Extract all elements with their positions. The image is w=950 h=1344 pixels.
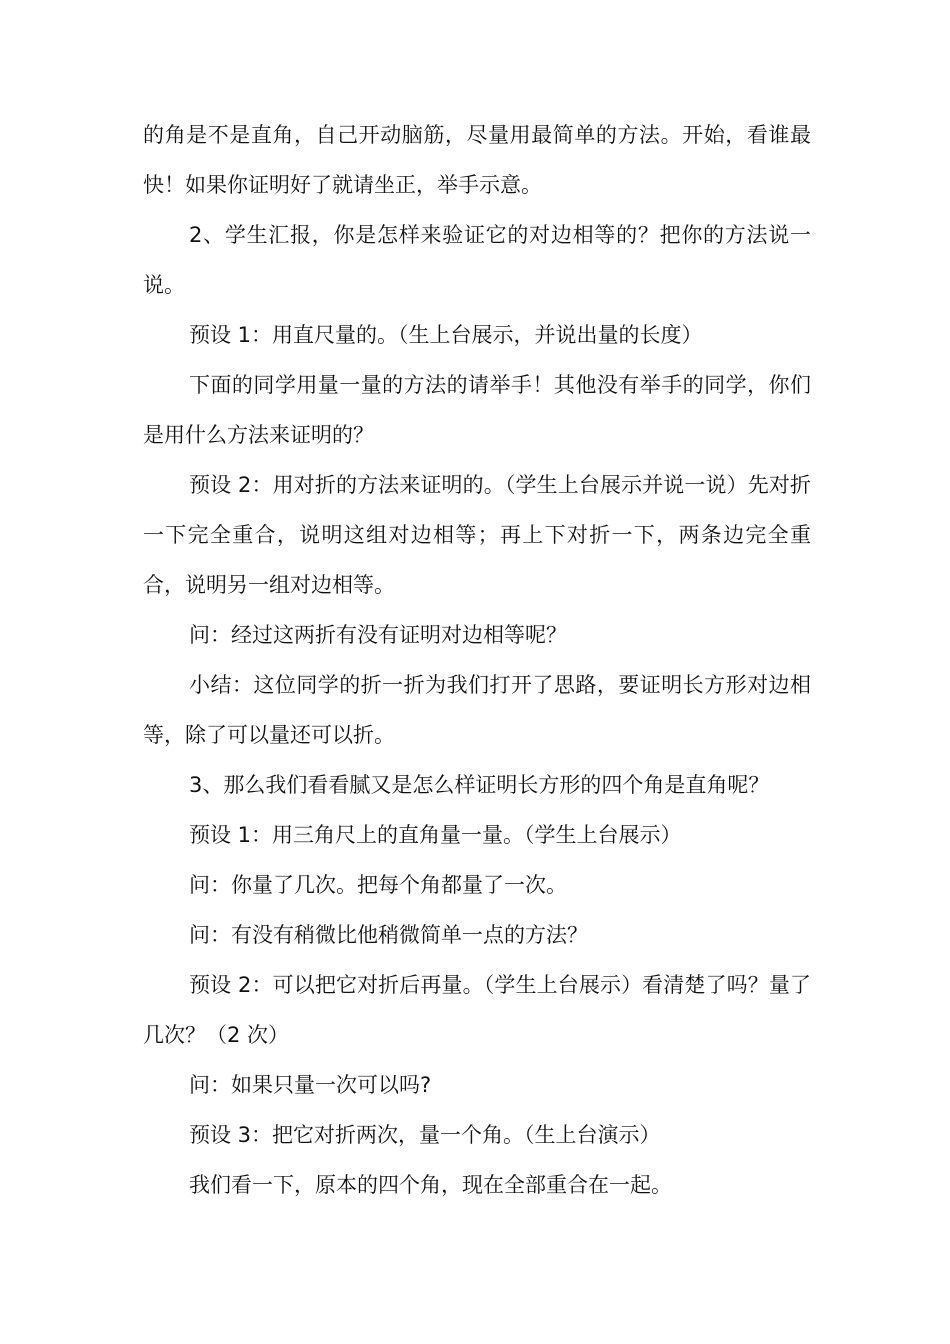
paragraph: 预设 1：用直尺量的。（生上台展示，并说出量的长度） xyxy=(189,323,703,347)
paragraph: 预设 2：用对折的方法来证明的。（学生上台展示并说一说）先对折一下完全重合，说明这组对边相等；再上下对折一下，两条边完全重合，说明另一组对边相等。 xyxy=(143,473,811,597)
paragraph: 问：有没有稍微比他稍微简单一点的方法？ xyxy=(189,923,588,947)
paragraph: 3、那么我们看看腻又是怎么样证明长方形的四个角是直角呢？ xyxy=(189,773,770,797)
paragraph: 预设 2：可以把它对折后再量。（学生上台展示）看清楚了吗？量了几次？（2 次） xyxy=(143,973,811,1047)
paragraph: 的角是不是直角，自己开动脑筋，尽量用最简单的方法。开始，看谁最快！如果你证明好了就请坐正，举手示意。 xyxy=(143,123,811,197)
paragraph: 预设 3：把它对折两次，量一个角。（生上台演示） xyxy=(189,1123,661,1147)
paragraph: 小结：这位同学的折一折为我们打开了思路，要证明长方形对边相等，除了可以量还可以折。 xyxy=(143,673,811,747)
paragraph: 我们看一下，原本的四个角，现在全部重合在一起。 xyxy=(189,1173,672,1197)
document-body xyxy=(143,110,811,1210)
paragraph: 问：经过这两折有没有证明对边相等呢？ xyxy=(189,623,567,647)
paragraph: 问：你量了几次。把每个角都量了一次。 xyxy=(189,873,567,897)
paragraph: 2、学生汇报，你是怎样来验证它的对边相等的？把你的方法说一说。 xyxy=(143,223,811,297)
paragraph: 下面的同学用量一量的方法的请举手！其他没有举手的同学，你们是用什么方法来证明的？ xyxy=(143,373,811,447)
paragraph: 预设 1：用三角尺上的直角量一量。（学生上台展示） xyxy=(189,823,682,847)
paragraph: 问：如果只量一次可以吗? xyxy=(189,1073,432,1097)
